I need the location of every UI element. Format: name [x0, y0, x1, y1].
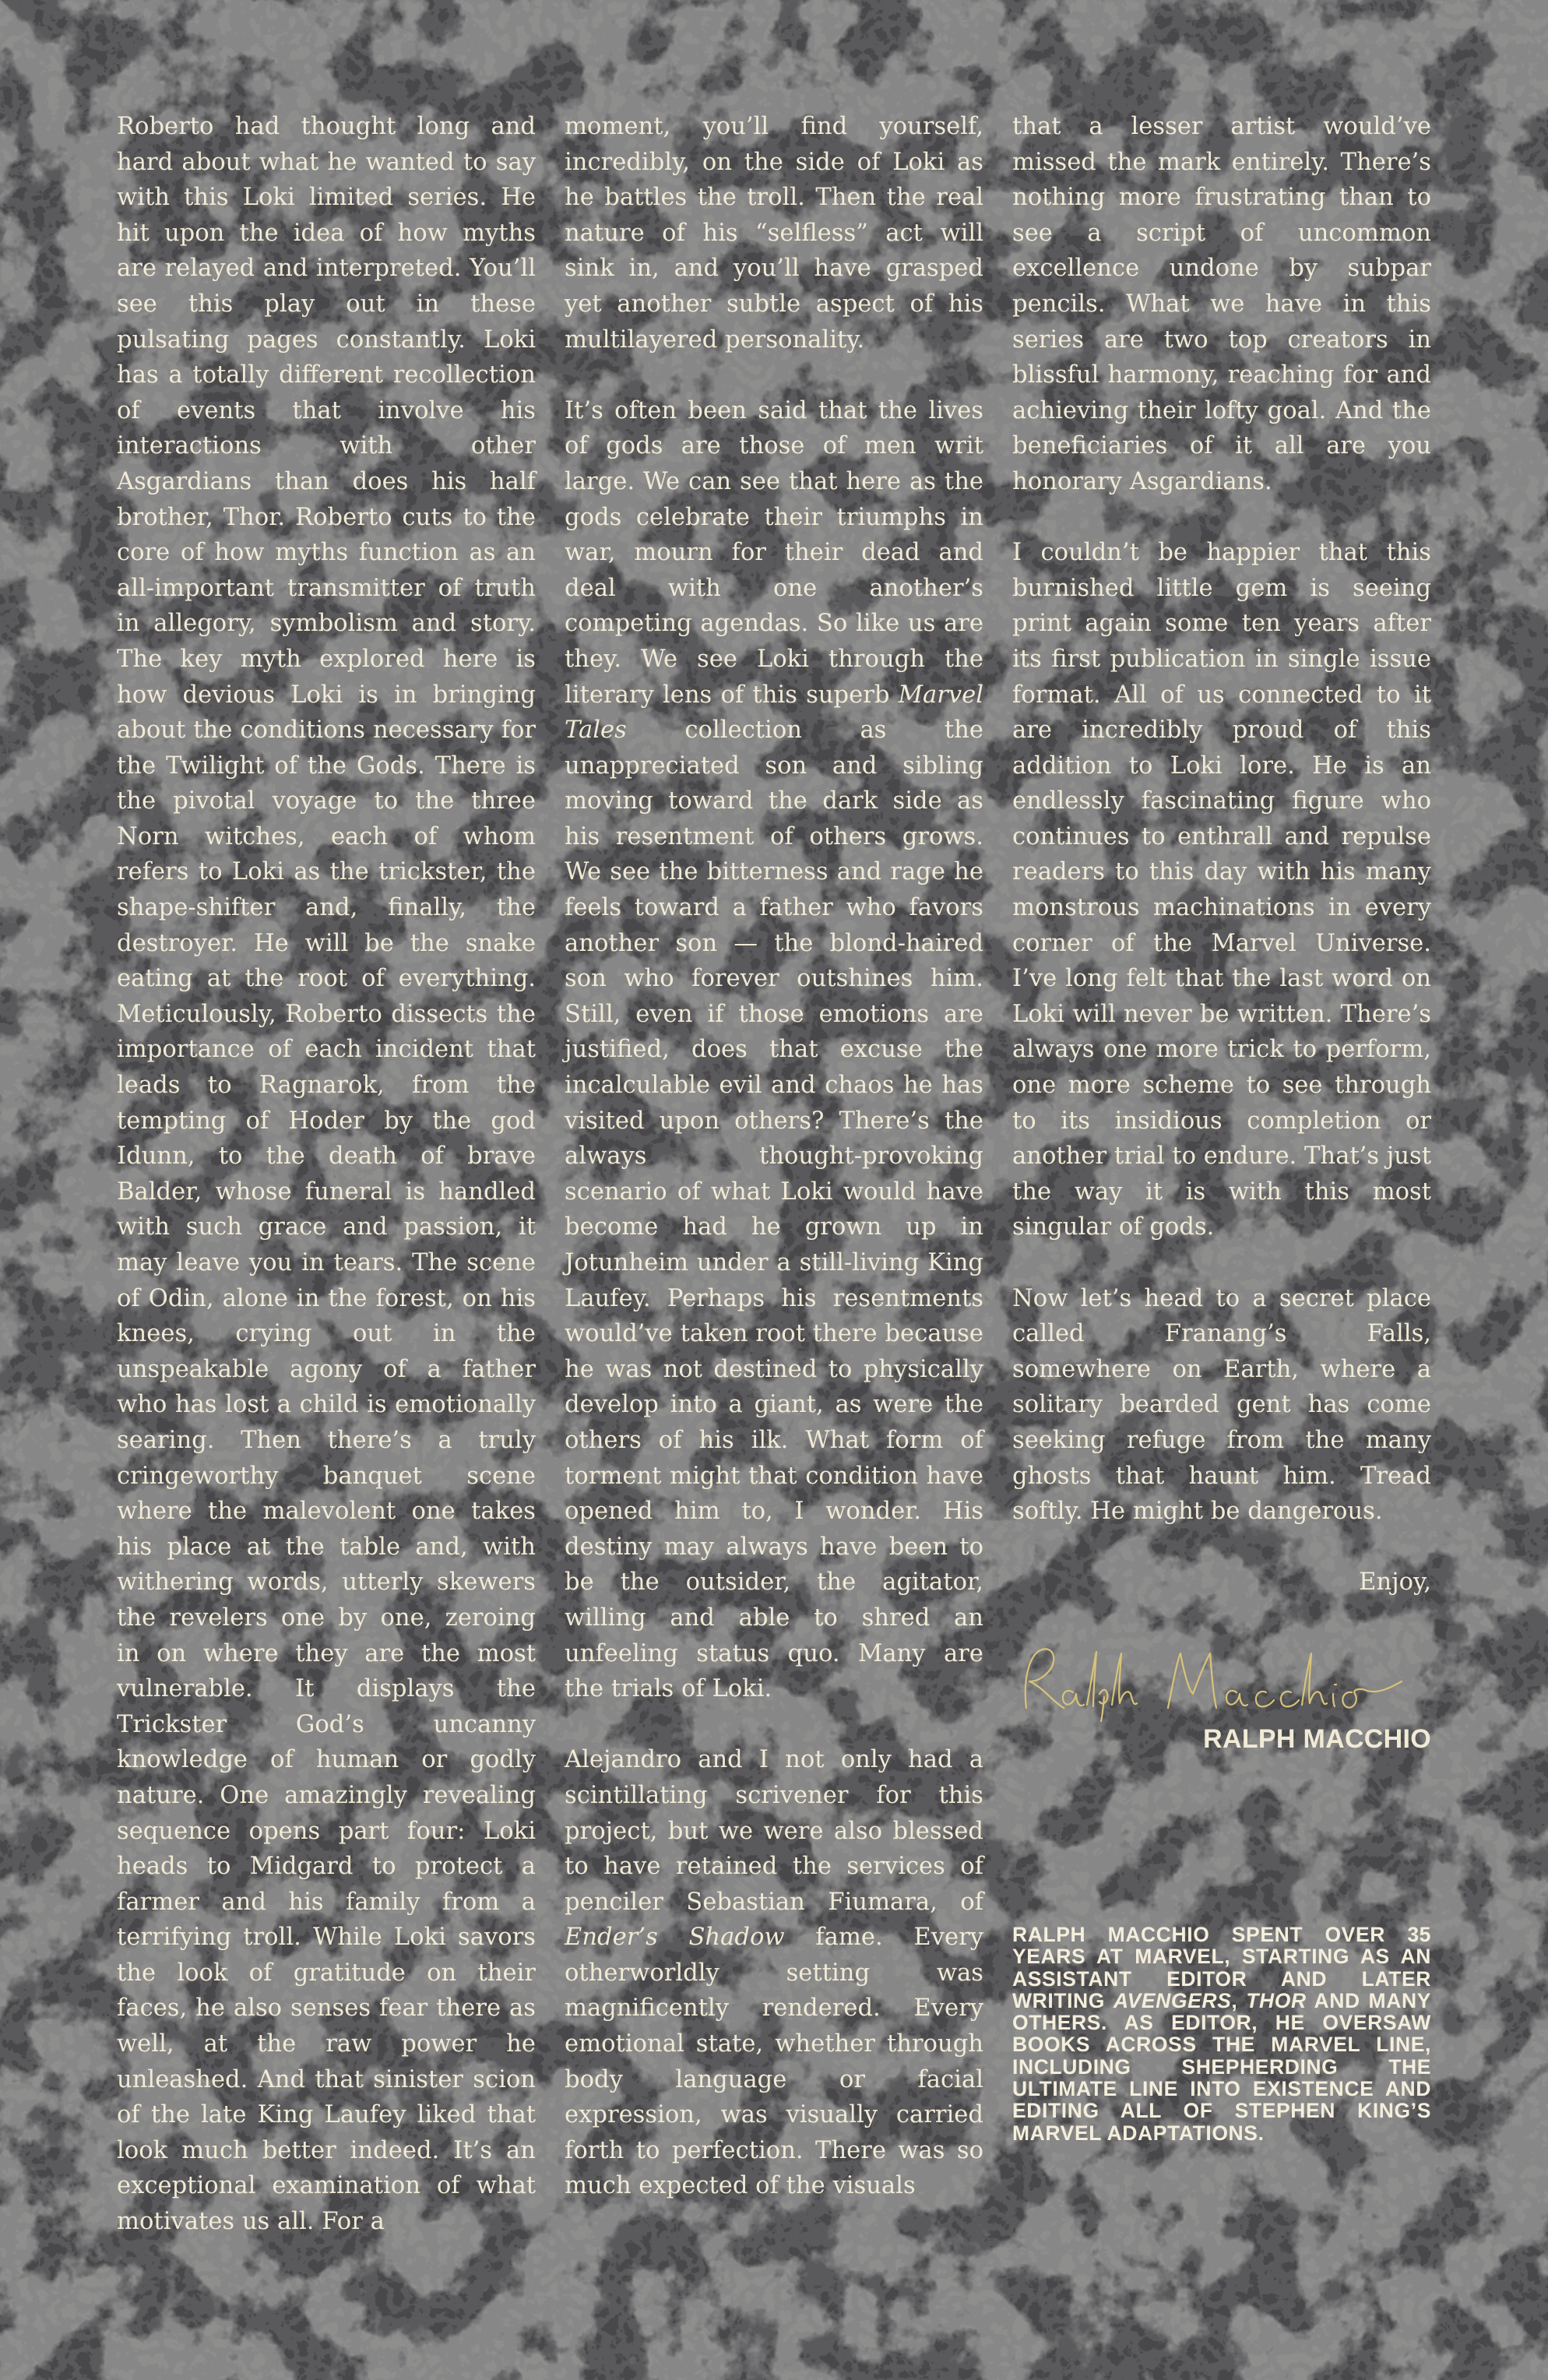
bio-title-thor: THOR [1246, 1988, 1307, 2012]
article-column-3 [1012, 109, 1431, 1793]
column2-paragraph-3: Alejandro and I not only had a scintillating scrivener for this project, but we were also blessed to have retained the services of penciler Sebastian Fiumara, of Ender’s Shadow fame. Every otherworldly setting was magnificently rendered. Every emotional state, whether through body language or facial expression, was visually carried forth to perfection. There was so much expected of the visuals [565, 1746, 984, 2200]
article-column-1 [117, 109, 536, 2275]
column1-paragraph-1: Roberto had thought long and hard about what he wanted to say with this Loki limited series. He hit upon the idea of how myths are relayed and interpreted. You’ll see this play out in these pulsating pages constantly. Loki has a totally different recollection of events that involve his interactions with other Asgardians than does his half brother, Thor. Roberto cuts to the core of how myths function as an all-important transmitter of truth in allegory, symbolism and story. The key myth explored here is how devious Loki is in bringing about the conditions necessary for the Twilight of the Gods. There is the pivotal voyage to the three Norn witches, each of whom refers to Loki as the trickster, the shape-shifter and, finally, the destroyer. He will be the snake eating at the root of everything. Meticulously, Roberto dissects the importance of each incident that leads to Ragnarok, from the tempting of Hoder by the god Idunn, to the death of brave Balder, whose funeral is handled with such grace and passion, it may leave you in tears. The scene of Odin, alone in the forest, on his knees, crying out in the unspeakable agony of a father who has lost a child is emotionally searing. Then there’s a truly cringeworthy banquet scene where the malevolent one takes his place at the table and, with withering words, utterly skewers the revelers one by one, zeroing in on where they are the most vulnerable. It displays the Trickster God’s uncanny knowledge of human or godly nature. One amazingly revealing sequence opens part four: Loki heads to Midgard to protect a farmer and his family from a terrifying troll. While Loki savors the look of gratitude on their faces, he also senses fear there as well, at the raw power he unleashed. And that sinister scion of the late King Laufey liked that look much better indeed. It’s an exceptional examination of what motivates us all. For a [117, 113, 536, 2236]
author-name: RALPH MACCHIO [1203, 1723, 1431, 1754]
closing-salutation: Enjoy, [1359, 1568, 1431, 1597]
handwritten-signature [1012, 1636, 1431, 1722]
book-title-enders-shadow: Ender’s Shadow [565, 1924, 785, 1952]
author-bio: RALPH MACCHIO SPENT OVER 35 YEARS AT MARVEL, STARTING AS AN ASSISTANT EDITOR AND LATER WRITING AVENGERS, THOR AND MANY OTHERS. AS EDITOR, HE OVERSAW BOOKS ACROSS THE MARVEL LINE, INCLUDING SHEPHERDING THE ULTIMATE LINE INTO EXISTENCE AND EDITING ALL OF STEPHEN KING’S MARVEL ADAPTATIONS. [1012, 1923, 1431, 2145]
bio-title-avengers: AVENGERS [1113, 1988, 1232, 2012]
column3-paragraph-2: I couldn’t be happier that this burnished little gem is seeing print again some ten years after its first publication in single issue format. All of us connected to it are incredibly proud of this addition to Loki lore. He is an endlessly fascinating figure who continues to enthrall and repulse readers to this day with his many monstrous machinations in every corner of the Marvel Universe. I’ve long felt that the last word on Loki will never be written. There’s always one more trick to perform, one more scheme to see through to its insidious completion or another trial to endure. That’s just the way it is with this most singular of gods. [1012, 539, 1431, 1241]
column2-paragraph-2: It’s often been said that the lives of gods are those of men writ large. We can see that here as the gods celebrate their triumphs in war, mourn for their dead and deal with one another’s competing agendas. So like us are they. We see Loki through the literary lens of this superb Marvel Tales collection as the unappreciated son and sibling moving toward the dark side as his resentment of others grows. We see the bitterness and rage he feels toward a father who favors another son — the blond-haired son who forever outshines him. Still, even if those emotions are justified, does that excuse the incalculable evil and chaos he has visited upon others? There’s the always thought-provoking scenario of what Loki would have become had he grown up in Jotunheim under a still-living King Laufey. Perhaps his resentments would’ve taken root there because he was not destined to physically develop into a giant, as were the others of his ilk. What form of torment might that condition have opened him to, I wonder. His destiny may always have been to be the outsider, the agitator, willing and able to shred an unfeeling status quo. Many are the trials of Loki. [565, 396, 983, 1703]
book-title-marvel-tales: Marvel Tales [565, 681, 983, 745]
column2-paragraph-1: moment, you’ll find yourself, incredibly, on the side of Loki as he battles the troll. Then the real nature of his “selfless” act will sink in, and you’ll have grasped yet another subtle aspect of his multilayered personality. [565, 113, 983, 354]
signature-icon [1012, 1636, 1431, 1722]
article-column-2 [565, 109, 983, 2240]
column3-paragraph-1: that a lesser artist would’ve missed the mark entirely. There’s nothing more frustrating than to see a script of uncommon excellence undone by subpar pencils. What we have in this series are two top creators in blissful harmony, reaching for and achieving their lofty goal. And the beneficiaries of it all are you honorary Asgardians. [1012, 113, 1431, 495]
column3-paragraph-3: Now let’s head to a secret place called Franang’s Falls, somewhere on Earth, where a solitary bearded gent has come seeking refuge from the many ghosts that haunt him. Tread softly. He might be dangerous. [1012, 1284, 1431, 1526]
